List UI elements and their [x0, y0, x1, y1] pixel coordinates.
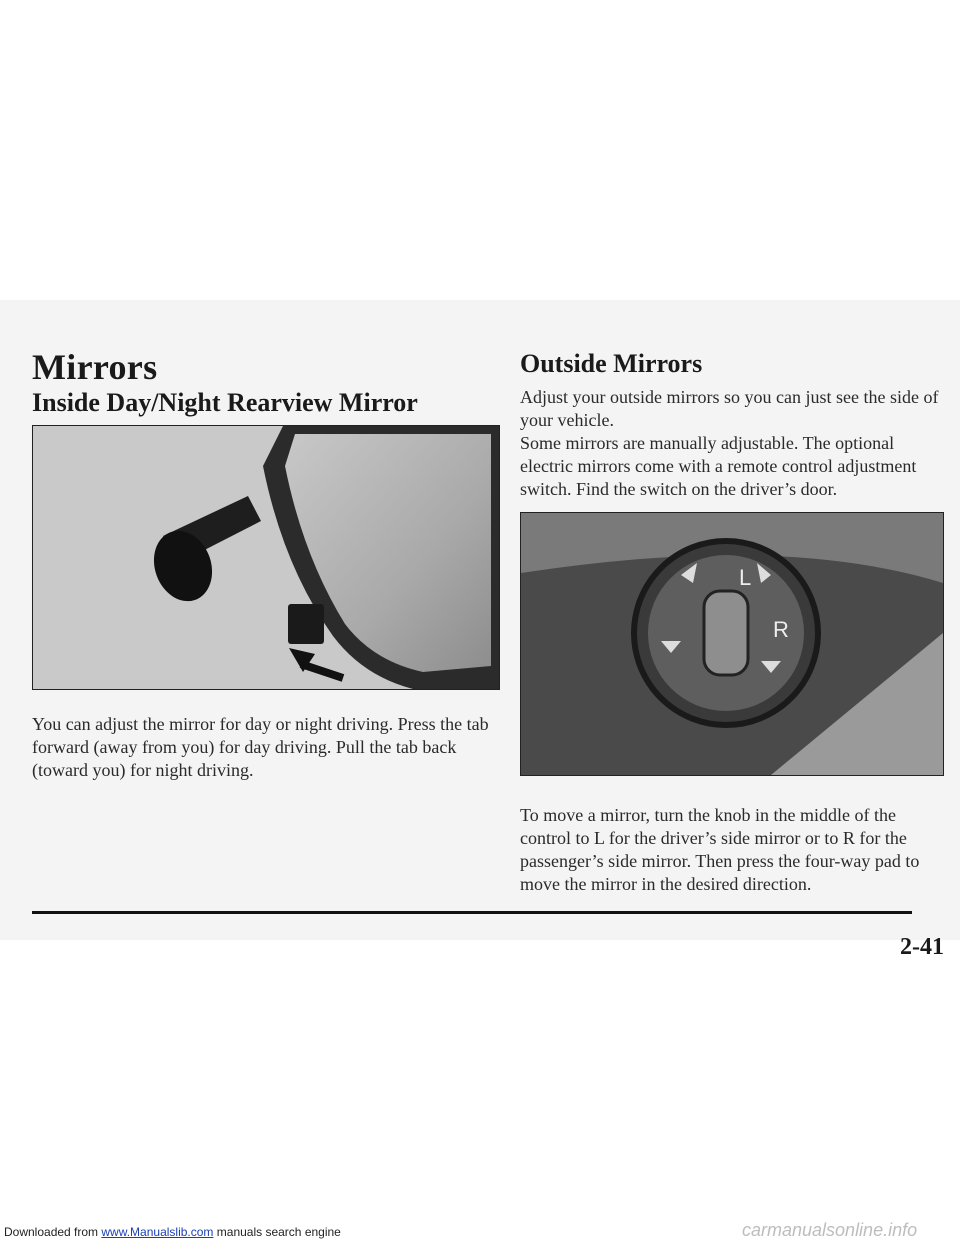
outside-mirrors-heading: Outside Mirrors	[520, 349, 703, 378]
switch-label-right: R	[773, 617, 789, 642]
download-footer	[4, 1225, 341, 1239]
manualslib-link[interactable]: www.Manualslib.com	[101, 1225, 214, 1239]
mirror-switch-photo	[520, 512, 944, 776]
rearview-mirror-photo	[32, 425, 500, 690]
inside-mirror-paragraph: You can adjust the mirror for day or night driving. Press the tab forward (away from you) for day driving. Pull the tab back (toward you) for night driving.	[32, 714, 489, 780]
outside-mirrors-paragraph-1: Adjust your outside mirrors so you can just see the side of your vehicle.	[520, 387, 939, 430]
outside-mirrors-paragraph-3: To move a mirror, turn the knob in the middle of the control to L for the driver’s side mirror or to R for the passenger’s side mirror. Then press the four-way pad to move the mirror in the desired direction.	[520, 805, 920, 894]
watermark: carmanualsonline.info	[742, 1220, 918, 1240]
page-number: 2-41	[900, 934, 944, 960]
outside-mirrors-paragraph-2: Some mirrors are manually adjustable. The optional electric mirrors come with a remote control adjustment switch. Find the switch on the driver’s door.	[520, 433, 917, 499]
inside-mirror-heading: Inside Day/Night Rearview Mirror	[32, 388, 418, 417]
rearview-mirror-illustration	[33, 426, 499, 689]
footer-prefix: Downloaded from	[4, 1225, 102, 1239]
footer-rule	[32, 911, 912, 914]
switch-label-left: L	[739, 565, 752, 590]
footer-suffix: manuals search engine	[213, 1225, 341, 1239]
mirror-switch-illustration	[521, 513, 943, 775]
section-title: Mirrors	[32, 347, 158, 387]
